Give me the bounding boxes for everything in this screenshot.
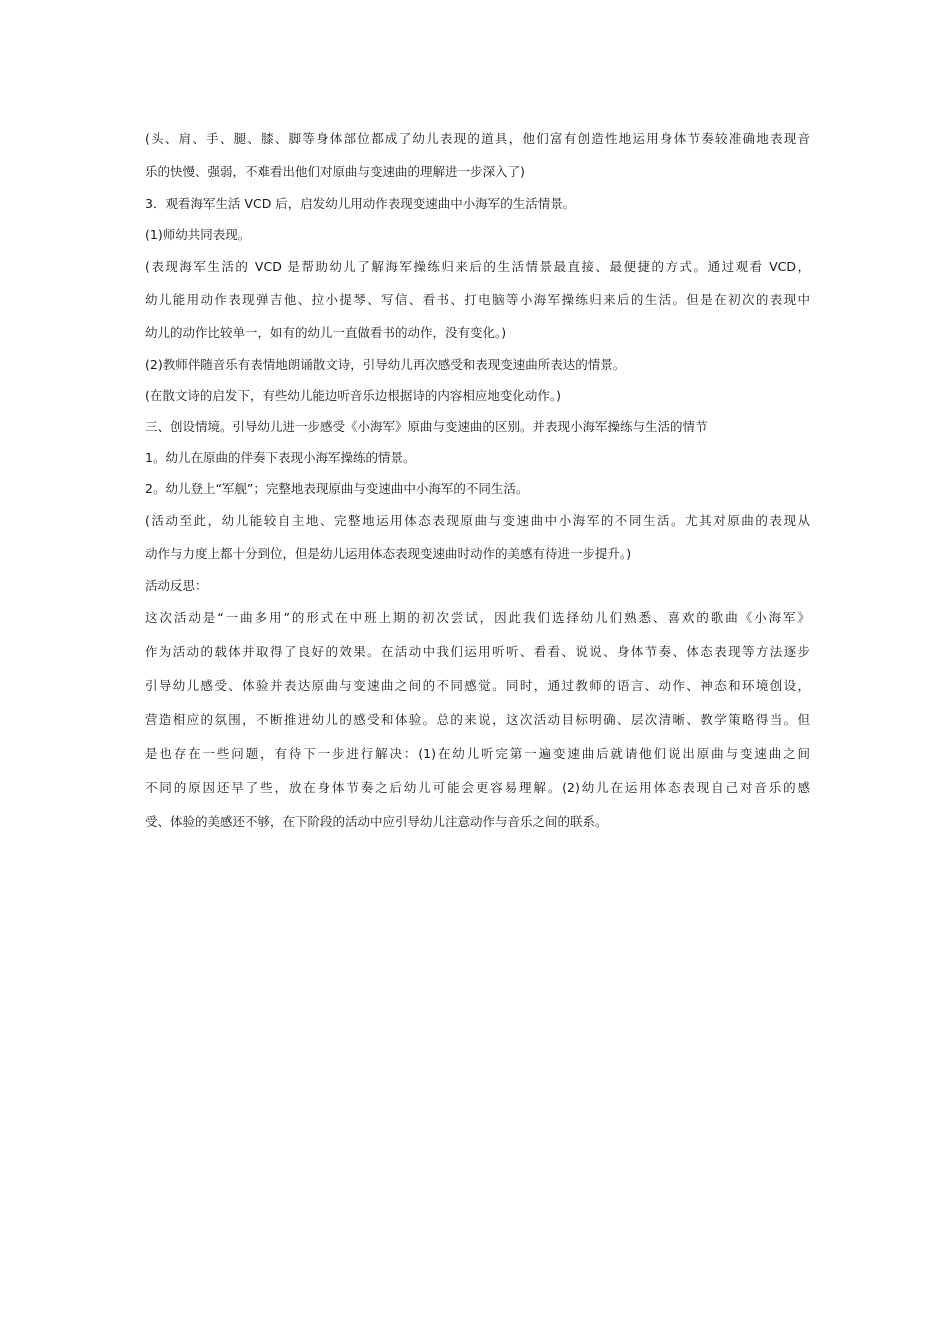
paragraph-vcd-note [145,250,810,349]
text-line: 活动反思： [145,578,208,593]
text-line: 是也存在一些问题，有待下一步进行解决：(1)在幼儿听完第一遍变速曲后就请他们说出原曲与变速曲之间 [145,746,810,761]
text-line: (表现海军生活的 VCD 是帮助幼儿了解海军操练归来后的生活情景最直接、最便捷的方式。通过观看 VCD， [145,259,810,274]
text-line: 3．观看海军生活 VCD 后，启发幼儿用动作表现变速曲中小海军的生活情景。 [145,196,576,211]
text-line: 营造相应的氛围，不断推进幼儿的感受和体验。总的来说，这次活动目标明确、层次清晰、教学策略得当。但 [145,712,810,727]
text-line: 受、体验的美感还不够，在下阶段的活动中应引导幼儿注意动作与音乐之间的联系。 [145,814,608,829]
text-line: 引导幼儿感受、体验并表达原曲与变速曲之间的不同感觉。同时，通过教师的语言、动作、神态和环境创设， [145,678,810,693]
text-line: 动作与力度上都十分到位，但是幼儿运用体态表现变速曲时动作的美感有待进一步提升。) [145,546,632,561]
text-line: 这次活动是“一曲多用”的形式在中班上期的初次尝试，因此我们选择幼儿们熟悉、喜欢的歌曲《小海军》 [145,610,810,625]
paragraph-body-part-tools [145,122,810,188]
paragraph-poem-note [145,380,810,411]
text-line: 1。幼儿在原曲的伴奏下表现小海军操练的情景。 [145,450,416,465]
document-body [145,122,810,839]
text-line: (活动至此，幼儿能较自主地、完整地运用体态表现原曲与变速曲中小海军的不同生活。尤其对原曲的表现从 [145,513,810,528]
reflection-heading [145,570,810,601]
paragraph-activity-note [145,504,810,570]
substep-1-heading [145,219,810,250]
text-line: (头、肩、手、腿、膝、脚等身体部位都成了幼儿表现的道具，他们富有创造性地运用身体节奏较准确地表现音 [145,131,810,146]
section-3-heading [145,411,810,442]
paragraph-reflection [145,601,810,839]
text-line: 乐的快慢、强弱，不难看出他们对原曲与变速曲的理解进一步深入了) [145,164,525,179]
step-3-heading [145,188,810,219]
text-line: 幼儿能用动作表现弹吉他、拉小提琴、写信、看书、打电脑等小海军操练归来后的生活。但是在初次的表现中 [145,292,810,307]
text-line: (在散文诗的启发下，有些幼儿能边听音乐边根据诗的内容相应地变化动作。) [145,388,562,403]
text-line: 不同的原因还早了些，放在身体节奏之后幼儿可能会更容易理解。(2)幼儿在运用体态表现自己对音乐的感 [145,780,810,795]
substep-2-heading [145,349,810,380]
text-line: 2。幼儿登上“军舰”；完整地表现原曲与变速曲中小海军的不同生活。 [145,481,529,496]
text-line: 三、创设情境。引导幼儿进一步感受《小海军》原曲与变速曲的区别。并表现小海军操练与生活的情节 [145,419,708,434]
text-line: (1)师幼共同表现。 [145,227,251,242]
text-line: 幼儿的动作比较单一，如有的幼儿一直做看书的动作，没有变化。) [145,325,507,340]
section-3-item-2 [145,473,810,504]
section-3-item-1 [145,442,810,473]
text-line: (2)教师伴随音乐有表情地朗诵散文诗，引导幼儿再次感受和表现变速曲所表达的情景。 [145,357,626,372]
text-line: 作为活动的载体并取得了良好的效果。在活动中我们运用听听、看看、说说、身体节奏、体态表现等方法逐步 [145,644,810,659]
